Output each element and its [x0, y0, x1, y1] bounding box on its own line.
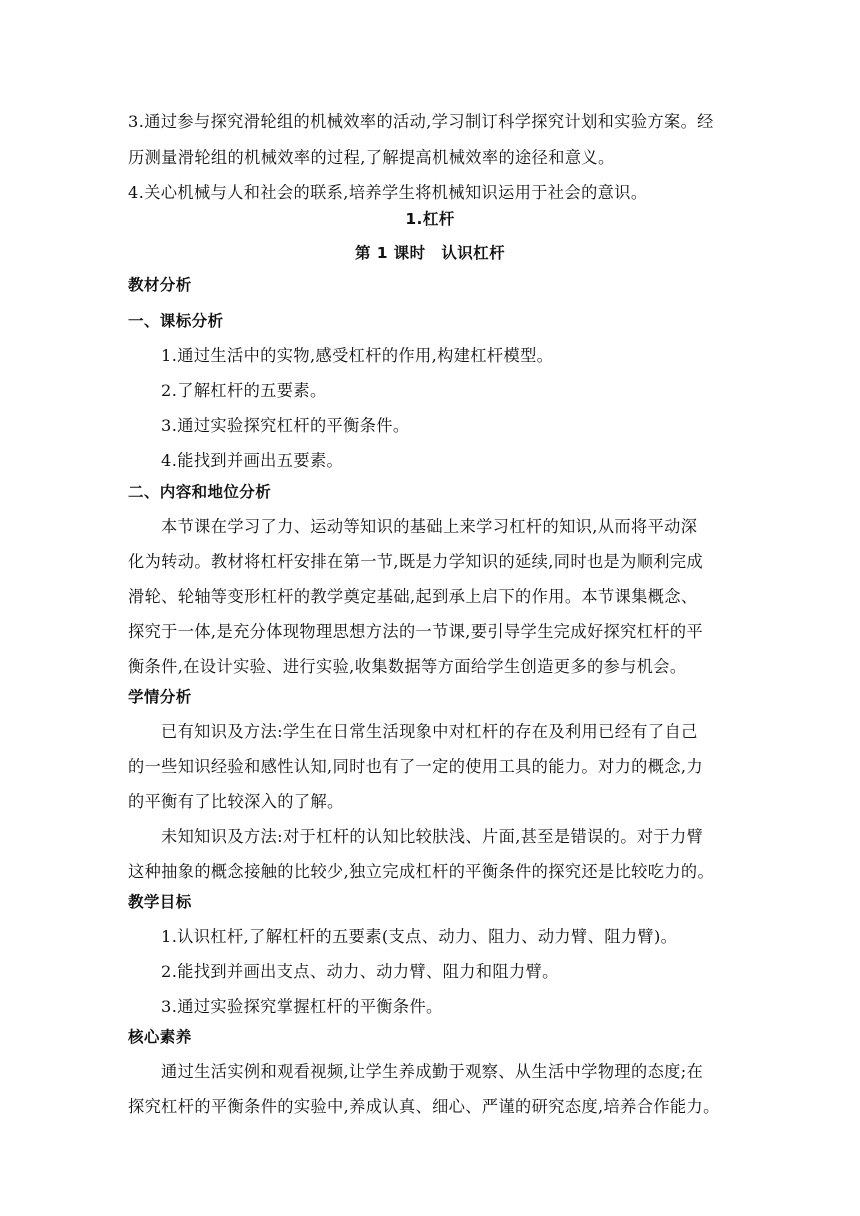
learner-known-line: 已有知识及方法:学生在日常生活现象中对杠杆的存在及利用已经有了自己: [161, 722, 698, 741]
curriculum-item: 1.通过生活中的实物,感受杠杆的作用,构建杠杆模型。: [161, 346, 554, 365]
lesson-title: 1.杠杆: [405, 210, 455, 228]
content-line: 滑轮、轮轴等变形杠杆的教学奠定基础,起到承上启下的作用。本节课集概念、: [128, 587, 698, 606]
literacy-line: 通过生活实例和观看视频,让学生养成勤于观察、从生活中学物理的态度;在: [161, 1062, 704, 1081]
heading-learner-analysis: 学情分析: [128, 688, 192, 706]
lesson-subtitle: 第 1 课时 认识杠杆: [355, 244, 505, 262]
learner-unknown-line: 这种抽象的概念接触的比较少,独立完成杠杆的平衡条件的探究还是比较吃力的。: [128, 862, 715, 881]
heading-teaching-goals: 教学目标: [128, 893, 192, 911]
goal-item: 2.能找到并画出支点、动力、动力臂、阻力和阻力臂。: [161, 962, 559, 981]
curriculum-item: 2.了解杠杆的五要素。: [161, 381, 327, 400]
heading-curriculum-analysis: 一、课标分析: [128, 312, 224, 330]
intro-item-4: 4.关心机械与人和社会的联系,培养学生将机械知识运用于社会的意识。: [128, 183, 648, 202]
heading-textbook-analysis: 教材分析: [128, 276, 192, 294]
goal-item: 1.认识杠杆,了解杠杆的五要素(支点、动力、阻力、动力臂、阻力臂)。: [161, 927, 678, 946]
intro-item-3-line-2: 历测量滑轮组的机械效率的过程,了解提高机械效率的途径和意义。: [128, 148, 615, 167]
learner-known-line: 的平衡有了比较深入的了解。: [128, 792, 344, 811]
goal-item: 3.通过实验探究掌握杠杆的平衡条件。: [161, 997, 443, 1016]
heading-core-literacy: 核心素养: [128, 1028, 192, 1046]
heading-content-analysis: 二、内容和地位分析: [128, 483, 272, 501]
intro-item-3-line-1: 3.通过参与探究滑轮组的机械效率的活动,学习制订科学探究计划和实验方案。经: [128, 112, 714, 131]
literacy-line: 探究杠杆的平衡条件的实验中,养成认真、细心、严谨的研究态度,培养合作能力。: [128, 1097, 720, 1116]
content-line: 探究于一体,是充分体现物理思想方法的一节课,要引导学生完成好探究杠杆的平: [128, 622, 704, 641]
content-line: 化为转动。教材将杠杆安排在第一节,既是力学知识的延续,同时也是为顺利完成: [128, 552, 704, 571]
learner-unknown-line: 未知知识及方法:对于杠杆的认知比较肤浅、片面,甚至是错误的。对于力臂: [161, 827, 704, 846]
learner-known-line: 的一些知识经验和感性认知,同时也有了一定的使用工具的能力。对力的概念,力: [128, 757, 704, 776]
curriculum-item: 4.能找到并画出五要素。: [161, 451, 344, 470]
content-line: 本节课在学习了力、运动等知识的基础上来学习杠杆的知识,从而将平动深: [161, 517, 698, 536]
content-line: 衡条件,在设计实验、进行实验,收集数据等方面给学生创造更多的参与机会。: [128, 657, 687, 676]
curriculum-item: 3.通过实验探究杠杆的平衡条件。: [161, 416, 410, 435]
